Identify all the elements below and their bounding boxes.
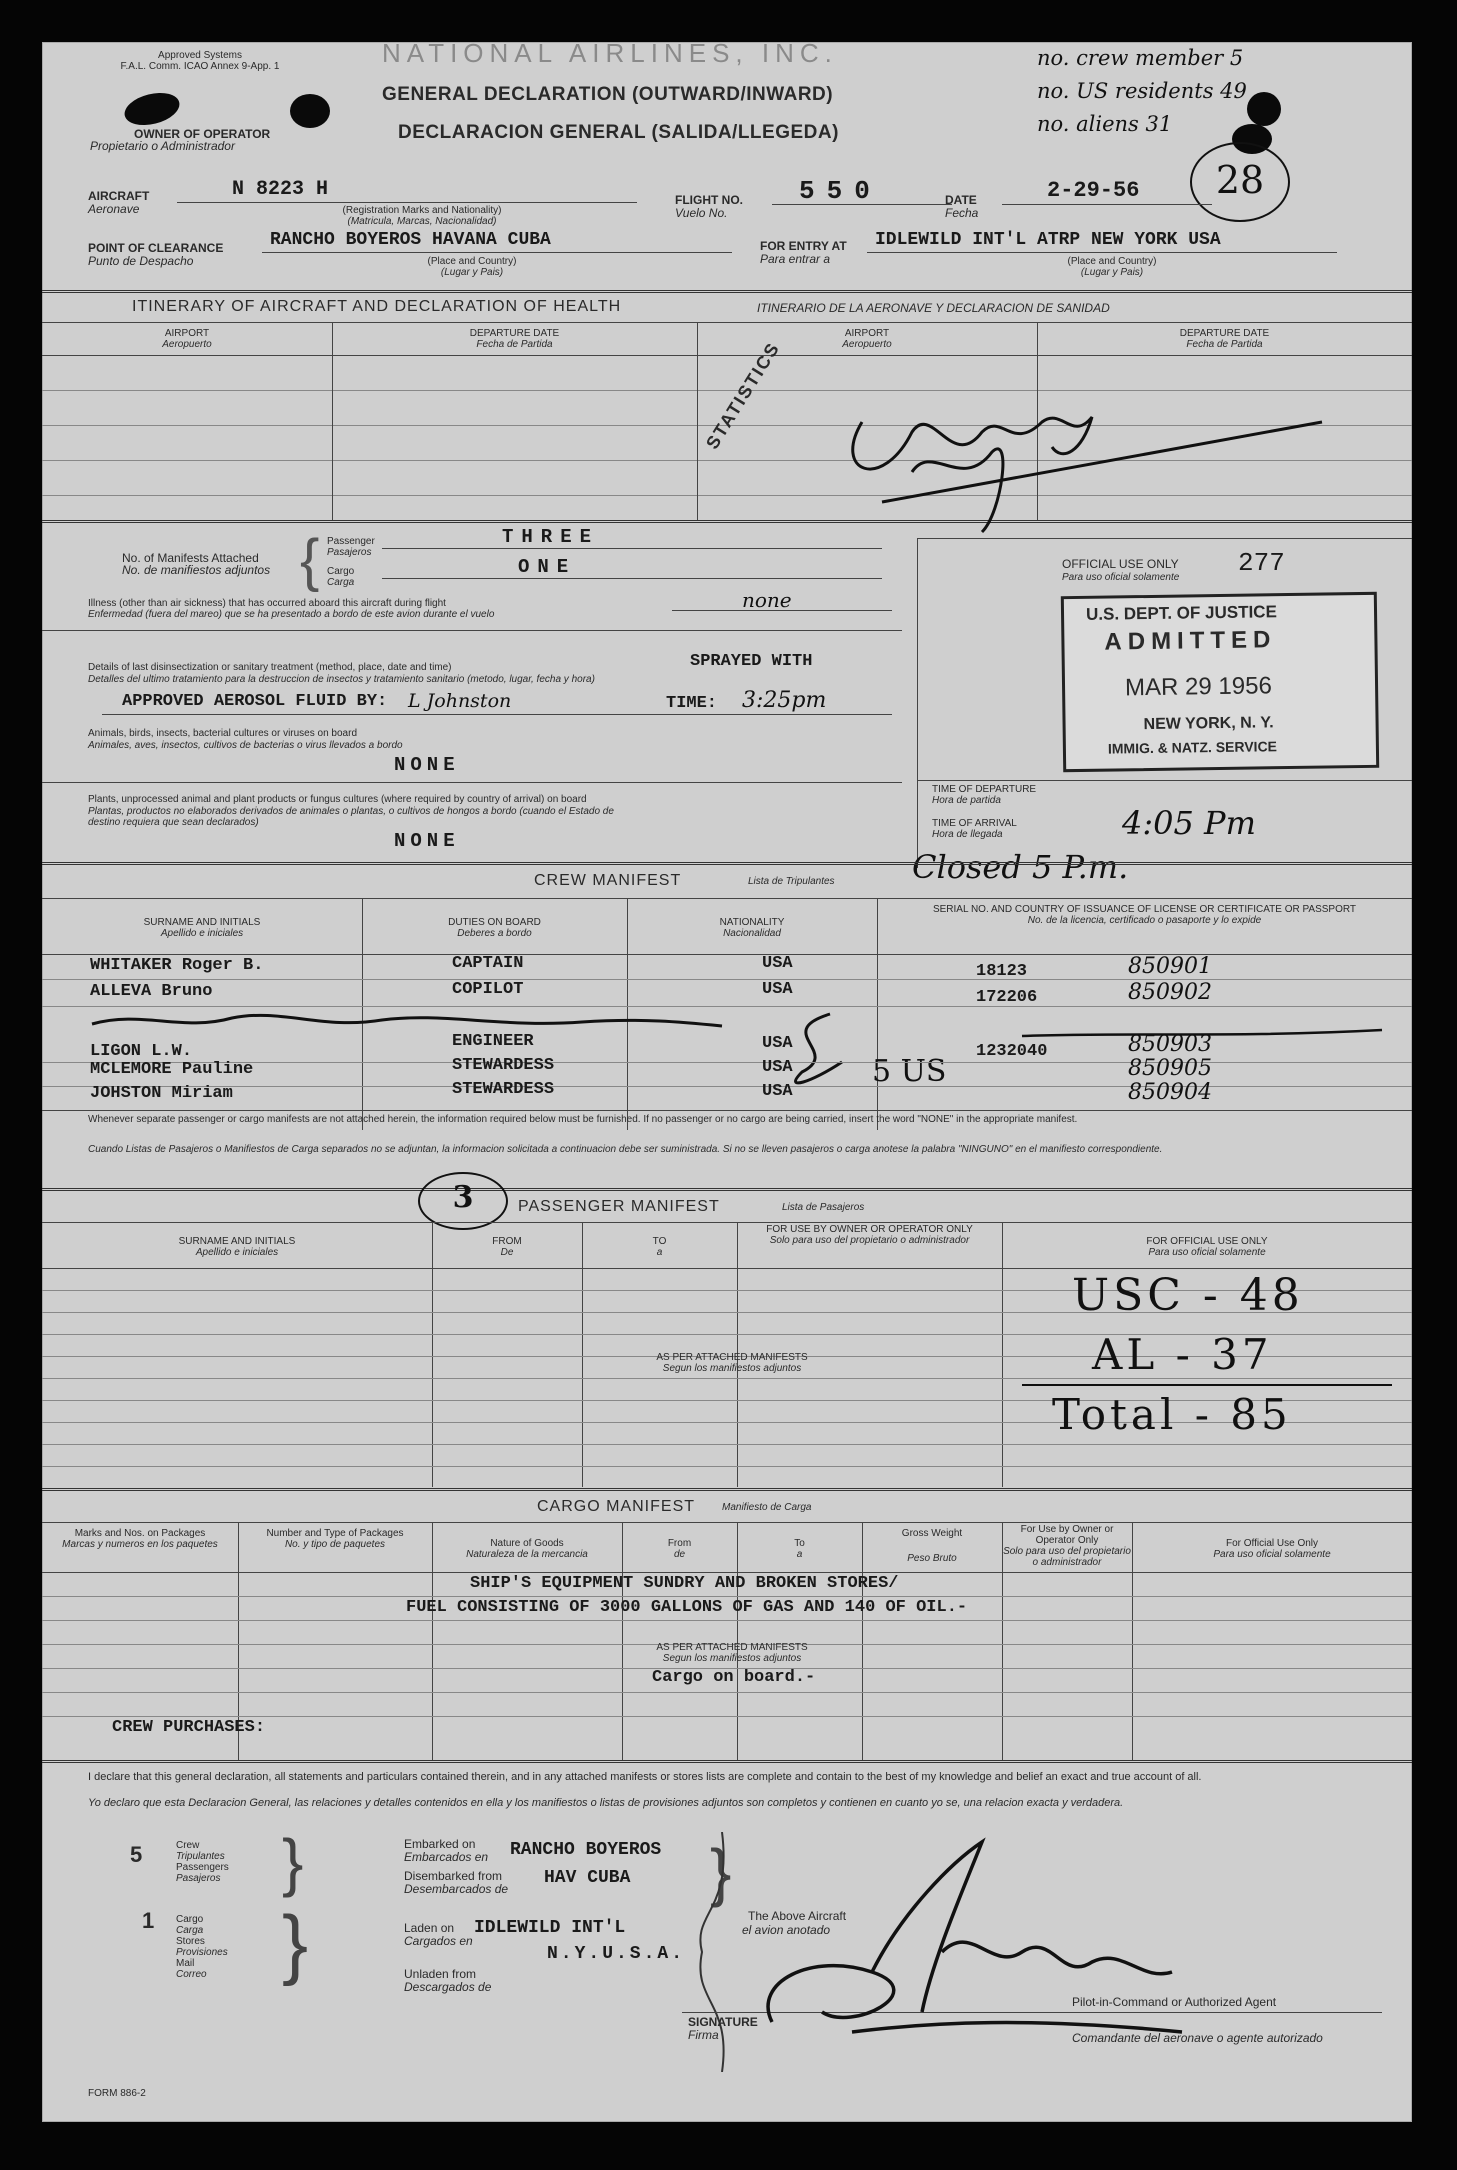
row-line bbox=[42, 1692, 1412, 1693]
cargo-items bbox=[176, 1914, 228, 1980]
entry-label: FOR ENTRY AT bbox=[760, 239, 847, 253]
declaration-es: Yo declaro que esta Declaracion General, las relaciones y detalles contenidos en ella y los manifiestos o listas de provisiones adjuntos son completos y contienen en cuanto yo se, una relacion exacta y verdadera. bbox=[88, 1797, 1124, 1809]
manifests-label: No. of Manifests Attached bbox=[122, 551, 259, 565]
crew-name: LIGON L.W. bbox=[90, 1042, 193, 1061]
rule bbox=[42, 1522, 1412, 1523]
col-line bbox=[622, 1522, 623, 1760]
row-line bbox=[42, 1620, 1412, 1621]
col-es: Solo para uso del propietario o administrador bbox=[1003, 1546, 1131, 1568]
cargo-label: Cargo bbox=[327, 566, 355, 577]
section-rule bbox=[42, 862, 1412, 865]
statistics-stamp: STATISTICS bbox=[702, 338, 784, 453]
cargo-item: Mail bbox=[176, 1958, 195, 1969]
cargo-onboard: Cargo on board.- bbox=[652, 1668, 816, 1687]
brace: } bbox=[282, 1826, 304, 1898]
disinsect-label-es: Detalles del ultimo tratamiento para la destruccion de insectos y tratamiento sanitario (metodo, lugar, fecha y hora) bbox=[88, 674, 595, 685]
crew-title: CREW MANIFEST bbox=[534, 872, 682, 889]
crew-col-serial bbox=[877, 904, 1412, 926]
col-es: a bbox=[796, 1549, 803, 1560]
rule bbox=[867, 252, 1337, 253]
itin-col-date-1 bbox=[332, 328, 697, 350]
cargo-col-to bbox=[737, 1538, 862, 1560]
crew-serial-hand: 850904 bbox=[1128, 1080, 1212, 1105]
registration-caption-en: (Registration Marks and Nationality) bbox=[342, 205, 502, 216]
pilot-signature bbox=[732, 1832, 1192, 2052]
passenger-label: Passenger bbox=[327, 536, 375, 547]
rule bbox=[262, 252, 732, 253]
form-title-en: GENERAL DECLARATION (OUTWARD/INWARD) bbox=[382, 84, 834, 105]
owner-label-es: Propietario o Administrador bbox=[90, 139, 235, 153]
col-en: For Use by Owner or Operator Only bbox=[1020, 1524, 1114, 1546]
pass-col-owner bbox=[737, 1224, 1002, 1246]
crew-label: Crew bbox=[176, 1840, 200, 1851]
cargo-col-weight bbox=[862, 1528, 1002, 1564]
crew-count-labels bbox=[176, 1840, 229, 1884]
disinsect-value-1: SPRAYED WITH bbox=[690, 652, 813, 671]
col-line bbox=[862, 1522, 863, 1760]
col-en: SERIAL NO. AND COUNTRY OF ISSUANCE OF LICENSE OR CERTIFICATE OR PASSPORT bbox=[932, 904, 1357, 915]
crew-mark: 5 US bbox=[872, 1054, 947, 1089]
col-line bbox=[1002, 1522, 1003, 1760]
date-value: 2-29-56 bbox=[1047, 178, 1140, 203]
note-crew: no. crew member 5 bbox=[1037, 46, 1244, 70]
rule bbox=[42, 630, 902, 631]
crew-name: JOHSTON Miriam bbox=[90, 1084, 233, 1103]
approved-line2: F.A.L. Comm. ICAO Annex 9-App. 1 bbox=[120, 61, 280, 72]
col-line bbox=[332, 322, 333, 520]
cargo-item: Cargo bbox=[176, 1914, 204, 1925]
crew-serial-hand: 850905 bbox=[1128, 1056, 1212, 1081]
crew-duty: ENGINEER bbox=[452, 1032, 534, 1051]
time-value: 3:25pm bbox=[742, 688, 827, 713]
arrival-label: TIME OF ARRIVAL bbox=[932, 818, 1017, 829]
laden-label: Laden on bbox=[404, 1921, 455, 1935]
crew-col-duties bbox=[362, 917, 627, 939]
pass-col-from bbox=[432, 1236, 582, 1258]
col-line bbox=[917, 538, 918, 868]
rule bbox=[42, 1110, 1412, 1111]
rule bbox=[102, 714, 892, 715]
crew-duty: STEWARDESS bbox=[452, 1080, 555, 1099]
ink-blot bbox=[290, 94, 330, 128]
stamp-city: NEW YORK, N. Y. bbox=[1143, 714, 1274, 734]
crew-purchases: CREW PURCHASES: bbox=[112, 1718, 266, 1737]
col-es: Marcas y numeros en los paquetes bbox=[62, 1539, 218, 1550]
closed-value: Closed 5 P.m. bbox=[912, 848, 1129, 886]
approved-line1: Approved Systems bbox=[158, 50, 242, 61]
stamp-service: IMMIG. & NATZ. SERVICE bbox=[1107, 738, 1278, 757]
col-en: DEPARTURE DATE bbox=[1179, 328, 1270, 339]
crew-duty: STEWARDESS bbox=[452, 1056, 555, 1075]
ink-blot bbox=[121, 88, 183, 131]
manifests-label-es: No. de manifiestos adjuntos bbox=[122, 563, 271, 577]
tally-usc: USC - 48 bbox=[1072, 1270, 1304, 1321]
col-en: To bbox=[794, 1538, 805, 1549]
col-line bbox=[1002, 1222, 1003, 1487]
aircraft-label: AIRCRAFT bbox=[88, 189, 150, 203]
disinsect-by: L Johnston bbox=[408, 690, 512, 712]
declaration-en: I declare that this general declaration, all statements and particulars contained therein, and in any attached manifests or stores lists are complete and contain to the best of my knowledge and belief an exact and true account of all. bbox=[88, 1771, 1202, 1783]
declaration-form bbox=[42, 42, 1412, 2122]
above-aircraft-label-es: el avion anotado bbox=[742, 1923, 831, 1937]
crew-serial: 172206 bbox=[976, 988, 1038, 1007]
crew-serial-hand: 850903 bbox=[1128, 1032, 1212, 1057]
animals-label: Animals, birds, insects, bacterial cultures or viruses on board bbox=[88, 728, 358, 739]
disembarked-label-es: Desembarcados de bbox=[404, 1882, 509, 1896]
unladen-label: Unladen from bbox=[404, 1967, 477, 1981]
signature-label-es: Firma bbox=[688, 2028, 719, 2042]
col-en: For Official Use Only bbox=[1225, 1538, 1319, 1549]
rule bbox=[1002, 204, 1212, 205]
flight-no-value: 550 bbox=[799, 176, 882, 206]
owner-label: OWNER OF OPERATOR bbox=[134, 127, 271, 141]
ink-blot bbox=[1247, 92, 1281, 126]
rule bbox=[42, 1268, 1412, 1269]
col-es: Deberes a bordo bbox=[457, 928, 532, 939]
registration-caption bbox=[292, 205, 552, 227]
col-es: No. de la licencia, certificado o pasaporte y lo expide bbox=[1027, 915, 1262, 926]
rule bbox=[917, 538, 1412, 539]
col-es: Aeropuerto bbox=[162, 339, 212, 350]
col-es: Fecha de Partida bbox=[1186, 339, 1263, 350]
pass-col-name bbox=[42, 1236, 432, 1258]
rule bbox=[382, 548, 882, 549]
brace: } bbox=[282, 1899, 309, 1987]
passenger-label-es: Pasajeros bbox=[327, 547, 372, 558]
col-en: FOR USE BY OWNER OR OPERATOR ONLY bbox=[766, 1224, 973, 1235]
embarked-value: RANCHO BOYEROS bbox=[510, 1840, 662, 1860]
above-aircraft-label: The Above Aircraft bbox=[748, 1909, 847, 1923]
rule bbox=[772, 204, 952, 205]
crew-name: WHITAKER Roger B. bbox=[90, 956, 264, 975]
official-label: OFFICIAL USE ONLY bbox=[1062, 557, 1179, 571]
place-caption-en: (Place and Country) bbox=[427, 256, 517, 267]
company-name: NATIONAL AIRLINES, INC. bbox=[382, 42, 838, 68]
animals-label-es: Animales, aves, insectos, cultivos de bacterias o virus llevados a bordo bbox=[88, 740, 403, 751]
col-en: Marks and Nos. on Packages bbox=[74, 1528, 206, 1539]
disembarked-label: Disembarked from bbox=[404, 1869, 503, 1883]
crew-nationality: USA bbox=[762, 954, 793, 973]
flight-no-label-es: Vuelo No. bbox=[675, 206, 728, 220]
attached-en: AS PER ATTACHED MANIFESTS bbox=[656, 1642, 808, 1653]
stamp-admitted: ADMITTED bbox=[1104, 626, 1277, 656]
crew-nationality: USA bbox=[762, 1034, 793, 1053]
place-caption-es: (Lugar y Pais) bbox=[440, 267, 504, 278]
col-es: a bbox=[656, 1247, 663, 1258]
passenger-manifest-count: THREE bbox=[502, 526, 600, 548]
col-en: FROM bbox=[492, 1236, 522, 1247]
entry-label-es: Para entrar a bbox=[760, 252, 831, 266]
section-rule bbox=[42, 1760, 1412, 1763]
clearance-label: POINT OF CLEARANCE bbox=[88, 241, 224, 255]
tally-total: Total - 85 bbox=[1052, 1390, 1292, 1439]
col-es: Peso Bruto bbox=[907, 1553, 957, 1564]
cargo-item: Carga bbox=[176, 1925, 204, 1936]
crew-serial-hand: 850902 bbox=[1128, 980, 1212, 1005]
pass-label-es: Pasajeros bbox=[176, 1873, 221, 1884]
crew-name: MCLEMORE Pauline bbox=[90, 1060, 254, 1079]
cargo-item: Provisiones bbox=[176, 1947, 228, 1958]
col-line bbox=[1132, 1522, 1133, 1760]
pass-label: Passengers bbox=[176, 1862, 229, 1873]
rule bbox=[42, 355, 1412, 356]
clearance-label-es: Punto de Despacho bbox=[88, 254, 194, 268]
manifest-note-es: Cuando Listas de Pasajeros o Manifiestos de Carga separados no se adjuntan, la informacion solicitada a continuacion debe ser suministrada. Si no se lleven pasajeros o carga anotese la palabra "NINGUNO" en el manifiesto correspondiente. bbox=[88, 1144, 1163, 1155]
cargo-title: CARGO MANIFEST bbox=[537, 1498, 696, 1515]
cargo-col-number bbox=[238, 1528, 432, 1550]
note-residents: no. US residents 49 bbox=[1037, 79, 1247, 103]
rule bbox=[42, 898, 1412, 899]
section-rule bbox=[42, 1488, 1412, 1491]
brace: { bbox=[300, 528, 320, 593]
manifest-note-en: Whenever separate passenger or cargo manifests are not attached herein, the information required below must be furnished. If no passenger or no cargo are being carried, insert the word "NONE" in the appropriate manifest. bbox=[88, 1114, 1078, 1125]
animals-value: NONE bbox=[394, 754, 460, 776]
pass-col-official bbox=[1002, 1236, 1412, 1258]
rule bbox=[177, 202, 637, 203]
col-en: DEPARTURE DATE bbox=[469, 328, 560, 339]
crew-label-es: Tripulantes bbox=[176, 1851, 225, 1862]
aircraft-label-es: Aeronave bbox=[88, 202, 140, 216]
col-line bbox=[737, 1522, 738, 1760]
approved-systems bbox=[100, 50, 300, 72]
col-line bbox=[432, 1522, 433, 1760]
rule bbox=[917, 780, 1412, 781]
laden-value: IDLEWILD INT'L bbox=[474, 1918, 626, 1938]
col-line bbox=[697, 322, 698, 520]
pilot-label-es: Comandante del aeronave o agente autorizado bbox=[1072, 2031, 1323, 2045]
crew-serial: 18123 bbox=[976, 962, 1028, 981]
entry-value: IDLEWILD INT'L ATRP NEW YORK USA bbox=[875, 230, 1221, 250]
cargo-col-owner bbox=[1002, 1524, 1132, 1568]
illness-label: Illness (other than air sickness) that has occurred aboard this aircraft during flight bbox=[88, 598, 446, 609]
col-en: AIRPORT bbox=[164, 328, 210, 339]
col-es: Fecha de Partida bbox=[476, 339, 553, 350]
attached-es: Segun los manifiestos adjuntos bbox=[662, 1363, 802, 1374]
circled-number bbox=[1190, 142, 1290, 222]
disinsect-label: Details of last disinsectization or sanitary treatment (method, place, date and time) bbox=[88, 662, 452, 673]
crew-serial-hand: 850901 bbox=[1128, 954, 1212, 979]
col-line bbox=[582, 1222, 583, 1487]
itinerary-title-es: ITINERARIO DE LA AERONAVE Y DECLARACION DE SANIDAD bbox=[757, 301, 1110, 315]
cargo-item: Stores bbox=[176, 1936, 205, 1947]
section-rule bbox=[42, 1188, 1412, 1191]
cargo-col-nature bbox=[432, 1538, 622, 1560]
clearance-value: RANCHO BOYEROS HAVANA CUBA bbox=[270, 230, 551, 250]
unladen-label-es: Descargados de bbox=[404, 1980, 492, 1994]
cargo-line-1: SHIP'S EQUIPMENT SUNDRY AND BROKEN STORES/ bbox=[470, 1574, 899, 1593]
col-es: Para uso oficial solamente bbox=[1148, 1247, 1266, 1258]
crew-duty: COPILOT bbox=[452, 980, 524, 999]
cargo-line-2: FUEL CONSISTING OF 3000 GALLONS OF GAS AND 140 OF OIL.- bbox=[406, 1598, 968, 1617]
col-en: AIRPORT bbox=[844, 328, 890, 339]
plants-value: NONE bbox=[394, 830, 460, 852]
cargo-label-es: Carga bbox=[327, 577, 355, 588]
form-number: FORM 886-2 bbox=[88, 2088, 146, 2099]
admitted-stamp bbox=[1061, 592, 1379, 772]
crew-count: 5 bbox=[130, 1842, 143, 1867]
place-caption-1 bbox=[372, 256, 572, 278]
itin-col-airport-2 bbox=[697, 328, 1037, 350]
col-en: Gross Weight bbox=[901, 1528, 963, 1539]
col-en: Number and Type of Packages bbox=[266, 1528, 404, 1539]
time-label: TIME: bbox=[666, 694, 718, 713]
date-label: DATE bbox=[945, 193, 977, 207]
signature-label: SIGNATURE bbox=[688, 2015, 758, 2029]
crew-title-es: Lista de Tripulantes bbox=[748, 876, 835, 887]
date-label-es: Fecha bbox=[945, 206, 979, 220]
col-es: Nacionalidad bbox=[723, 928, 781, 939]
stamp-dept: U.S. DEPT. OF JUSTICE bbox=[1085, 602, 1277, 624]
col-es: Solo para uso del propietario o administrador bbox=[769, 1235, 970, 1246]
tally-aliens: AL - 37 bbox=[1092, 1330, 1273, 1379]
place-caption-2 bbox=[1012, 256, 1212, 278]
col-en: SURNAME AND INITIALS bbox=[178, 1236, 296, 1247]
departure-label-es: Hora de partida bbox=[932, 795, 1001, 806]
row-line bbox=[42, 1596, 1412, 1597]
circled-passenger-count-text: 3 bbox=[452, 1180, 474, 1215]
col-es: De bbox=[500, 1247, 514, 1258]
itin-col-date-2 bbox=[1037, 328, 1412, 350]
arrival-value: 4:05 Pm bbox=[1122, 804, 1256, 842]
col-es: No. y tipo de paquetes bbox=[284, 1539, 386, 1550]
tally-rule bbox=[1022, 1384, 1392, 1386]
embarked-label-es: Embarcados en bbox=[404, 1850, 489, 1864]
col-es: Naturaleza de la mercancia bbox=[466, 1549, 588, 1560]
aircraft-value: N 8223 H bbox=[232, 178, 329, 201]
attached-en: AS PER ATTACHED MANIFESTS bbox=[656, 1352, 808, 1363]
pilot-label: Pilot-in-Command or Authorized Agent bbox=[1072, 1995, 1277, 2009]
illness-label-es: Enfermedad (fuera del mareo) que se ha presentado a bordo de este avion durante el vuelo bbox=[88, 609, 495, 620]
arrival-label-es: Hora de llegada bbox=[932, 829, 1003, 840]
crew-name: ALLEVA Bruno bbox=[90, 982, 213, 1001]
section-rule bbox=[42, 290, 1412, 293]
rule bbox=[672, 610, 892, 611]
col-en: DUTIES ON BOARD bbox=[448, 917, 541, 928]
cargo-title-es: Manifiesto de Carga bbox=[722, 1502, 812, 1513]
col-es: Apellido e iniciales bbox=[160, 928, 244, 939]
row-line bbox=[42, 1716, 1412, 1717]
row-line bbox=[42, 1466, 1412, 1467]
rule bbox=[42, 322, 1412, 323]
cargo-count: 1 bbox=[142, 1908, 155, 1933]
col-es: Aeropuerto bbox=[842, 339, 892, 350]
disembarked-value: HAV CUBA bbox=[544, 1868, 631, 1888]
crew-duty: CAPTAIN bbox=[452, 954, 524, 973]
col-es: Para uso oficial solamente bbox=[1213, 1549, 1331, 1560]
cargo-manifest-count: ONE bbox=[518, 556, 577, 578]
rule bbox=[42, 782, 902, 783]
passenger-title: PASSENGER MANIFEST bbox=[518, 1198, 720, 1215]
itin-col-airport-1 bbox=[42, 328, 332, 350]
row-line bbox=[42, 1444, 1412, 1445]
laden-value-2: N.Y.U.S.A. bbox=[547, 1944, 686, 1964]
place-caption-es-2: (Lugar y Pais) bbox=[1080, 267, 1144, 278]
crew-col-name bbox=[42, 917, 362, 939]
crew-serial: 1232040 bbox=[976, 1042, 1048, 1061]
col-es: Apellido e iniciales bbox=[195, 1247, 279, 1258]
col-en: TO bbox=[652, 1236, 667, 1247]
crew-nationality: USA bbox=[762, 1058, 793, 1077]
crew-nationality: USA bbox=[762, 1082, 793, 1101]
laden-label-es: Cargados en bbox=[404, 1934, 473, 1948]
illness-value: none bbox=[742, 588, 792, 612]
col-en: From bbox=[667, 1538, 692, 1549]
col-en: FOR OFFICIAL USE ONLY bbox=[1146, 1236, 1268, 1247]
circled-number-text: 28 bbox=[1215, 158, 1265, 202]
place-caption-en-2: (Place and Country) bbox=[1067, 256, 1157, 267]
col-es: de bbox=[673, 1549, 686, 1560]
flight-no-label: FLIGHT NO. bbox=[675, 193, 743, 207]
cargo-attached bbox=[602, 1642, 862, 1664]
itinerary-title: ITINERARY OF AIRCRAFT AND DECLARATION OF HEALTH bbox=[132, 298, 622, 315]
embarked-label: Embarked on bbox=[404, 1837, 476, 1851]
disinsect-value-2: APPROVED AEROSOL FLUID BY: bbox=[122, 692, 388, 711]
col-en: Nature of Goods bbox=[490, 1538, 564, 1549]
passenger-title-es: Lista de Pasajeros bbox=[782, 1202, 865, 1213]
col-en: SURNAME AND INITIALS bbox=[143, 917, 261, 928]
official-label-es: Para uso oficial solamente bbox=[1062, 572, 1180, 583]
stamp-date: MAR 29 1956 bbox=[1124, 672, 1273, 702]
departure-label: TIME OF DEPARTURE bbox=[932, 784, 1037, 795]
crew-nationality: USA bbox=[762, 980, 793, 999]
cargo-col-from bbox=[622, 1538, 737, 1560]
cargo-col-official bbox=[1132, 1538, 1412, 1560]
note-aliens: no. aliens 31 bbox=[1037, 112, 1173, 136]
form-title-es: DECLARACION GENERAL (SALIDA/LLEGEDA) bbox=[398, 122, 839, 143]
rule bbox=[42, 1222, 1412, 1223]
col-line bbox=[432, 1222, 433, 1487]
brace: } bbox=[710, 1836, 732, 1908]
handwritten-notes bbox=[1037, 42, 1247, 141]
cargo-col-marks bbox=[42, 1528, 238, 1550]
official-number: 277 bbox=[1238, 548, 1285, 578]
pass-col-to bbox=[582, 1236, 737, 1258]
crew-col-nationality bbox=[627, 917, 877, 939]
attached-es: Segun los manifiestos adjuntos bbox=[662, 1653, 802, 1664]
plants-label-es: Plantas, productos no elaborados derivados de animales o plantas, o cultivos de hongos a bordo (cuando el Estado de destino requiera que sean declarados) bbox=[88, 806, 614, 828]
cargo-item: Correo bbox=[176, 1969, 207, 1980]
rule bbox=[42, 1572, 1412, 1573]
passenger-attached bbox=[602, 1352, 862, 1374]
col-en: NATIONALITY bbox=[719, 917, 785, 928]
rule bbox=[382, 578, 882, 579]
registration-caption-es: (Matricula, Marcas, Nacionalidad) bbox=[347, 216, 497, 227]
plants-label: Plants, unprocessed animal and plant products or fungus cultures (where required by country of arrival) on board bbox=[88, 794, 587, 805]
